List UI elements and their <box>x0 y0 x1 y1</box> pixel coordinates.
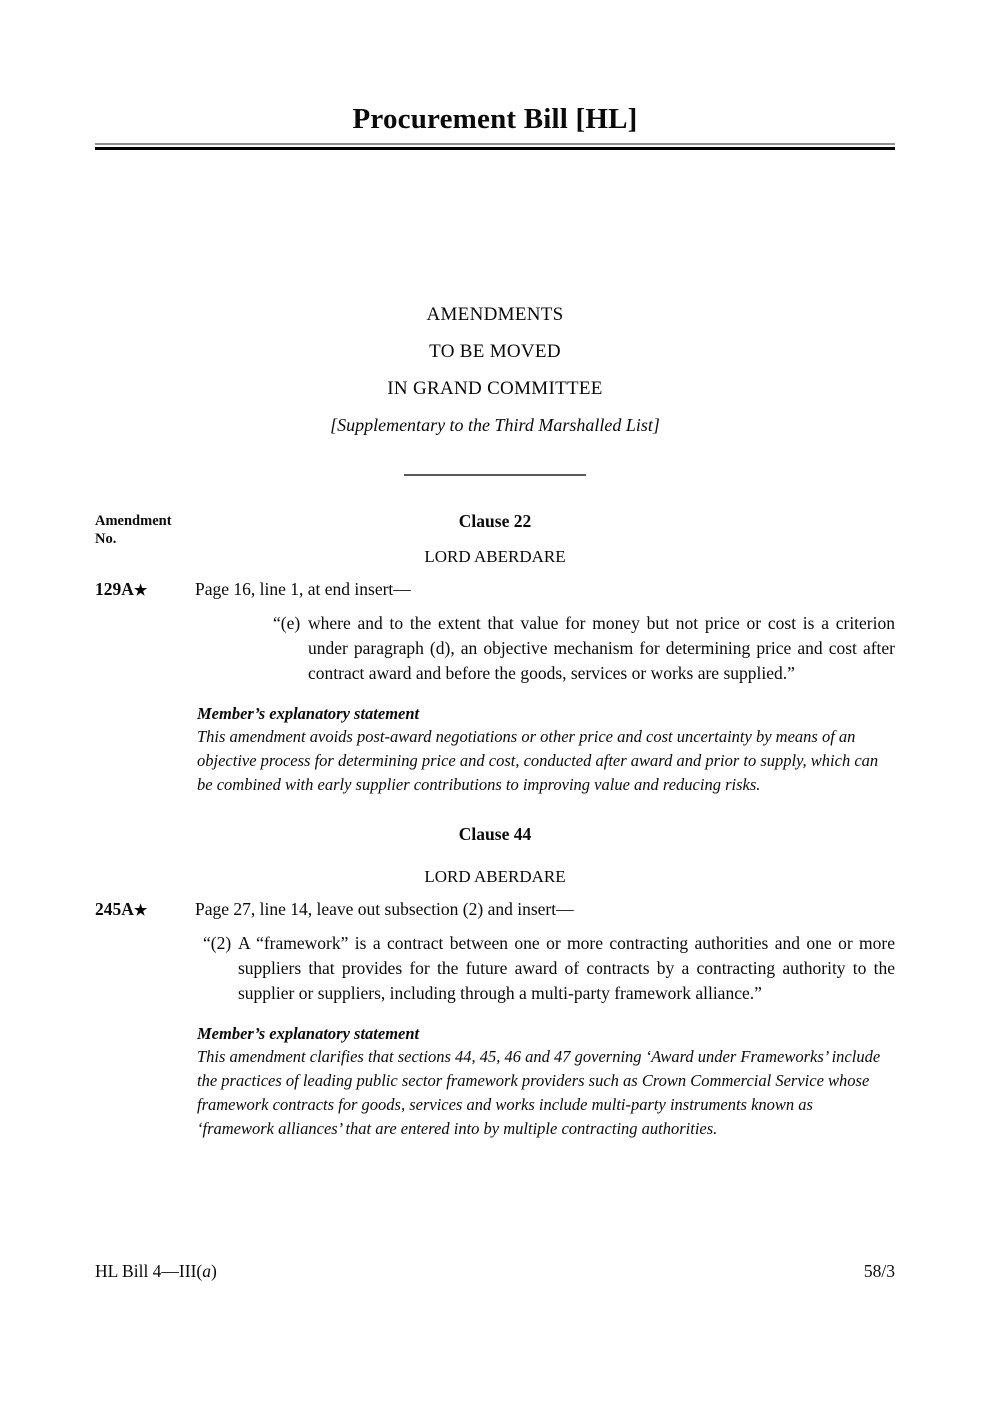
clause-heading: Clause 44 <box>458 824 532 844</box>
new-amendment-star-icon: ★ <box>133 583 148 599</box>
title-rule <box>95 143 895 150</box>
amendment-quoted-text <box>95 931 895 1006</box>
page-footer <box>95 1260 895 1282</box>
amendment-row <box>95 898 895 920</box>
amendment-instruction: Page 16, line 1, at end insert— <box>195 579 411 599</box>
clause-22-block <box>95 511 895 797</box>
margin-label-line: Amendment <box>95 513 172 529</box>
footer-bill-reference <box>95 1260 217 1282</box>
front-matter-line: AMENDMENTS <box>426 304 564 325</box>
new-amendment-star-icon: ★ <box>133 903 148 919</box>
margin-label-line: No. <box>95 531 117 547</box>
explanatory-heading: Member’s explanatory statement <box>197 1024 420 1043</box>
amendment-number <box>95 898 147 922</box>
front-matter-line: IN GRAND COMMITTEE <box>387 378 603 399</box>
amendment-number-text: 129A <box>95 579 134 599</box>
amendment-number <box>95 578 147 602</box>
explanatory-heading: Member’s explanatory statement <box>197 704 420 723</box>
clause-44-block <box>95 824 895 1141</box>
paragraph-label: “(e) <box>273 613 301 633</box>
footer-bill-ref-italic: a <box>202 1261 211 1281</box>
amendment-no-margin-label <box>95 512 172 548</box>
clause-heading: Clause 22 <box>458 511 532 531</box>
explanatory-text: This amendment avoids post-award negotiations or other price and cost uncertainty by means of an objective process for determining price and cost, conducted after award and prior to supply, which can be combined with early supplier contributions to improving value and reducing risks. <box>197 727 879 794</box>
front-matter-subtitle: [Supplementary to the Third Marshalled List] <box>330 415 660 435</box>
mover-name: LORD ABERDARE <box>424 547 566 566</box>
footer-page-reference: 58/3 <box>863 1261 895 1281</box>
paragraph-text: A “framework” is a contract between one or more contracting authorities and one or more suppliers that provides for the future award of contracts by a contracting authority to the supplier or suppliers, including through a multi-party framework alliance.” <box>238 933 895 1003</box>
explanatory-statement <box>197 1023 895 1141</box>
paragraph-label: “(2) <box>203 933 232 953</box>
footer-bill-ref-suffix: ) <box>211 1261 217 1281</box>
footer-bill-ref-prefix: HL Bill 4—III( <box>95 1261 203 1281</box>
explanatory-statement <box>197 703 895 797</box>
paragraph-text: where and to the extent that value for money but not price or cost is a criterion under paragraph (d), an objective mechanism for determining price and cost after contract award and before the goods, services or works are supplied.” <box>308 613 895 683</box>
front-matter-line: TO BE MOVED <box>429 341 561 362</box>
front-matter <box>95 296 895 476</box>
page-title: Procurement Bill [HL] <box>352 103 638 135</box>
amendment-row <box>95 578 895 600</box>
section-divider-rule <box>404 474 586 476</box>
mover-name: LORD ABERDARE <box>424 867 566 886</box>
amendment-number-text: 245A <box>95 899 134 919</box>
amendment-quoted-text <box>95 611 895 686</box>
explanatory-text: This amendment clarifies that sections 44, 45, 46 and 47 governing ‘Award under Frameworks’ include the practices of leading public sector framework providers such as Crown Commercial Service whose framework contracts for goods, services and works include multi-party instruments known as ‘framework alliances’ that are entered into by multiple contracting authorities. <box>197 1047 881 1138</box>
amendment-instruction: Page 27, line 14, leave out subsection (2) and insert— <box>195 899 574 919</box>
